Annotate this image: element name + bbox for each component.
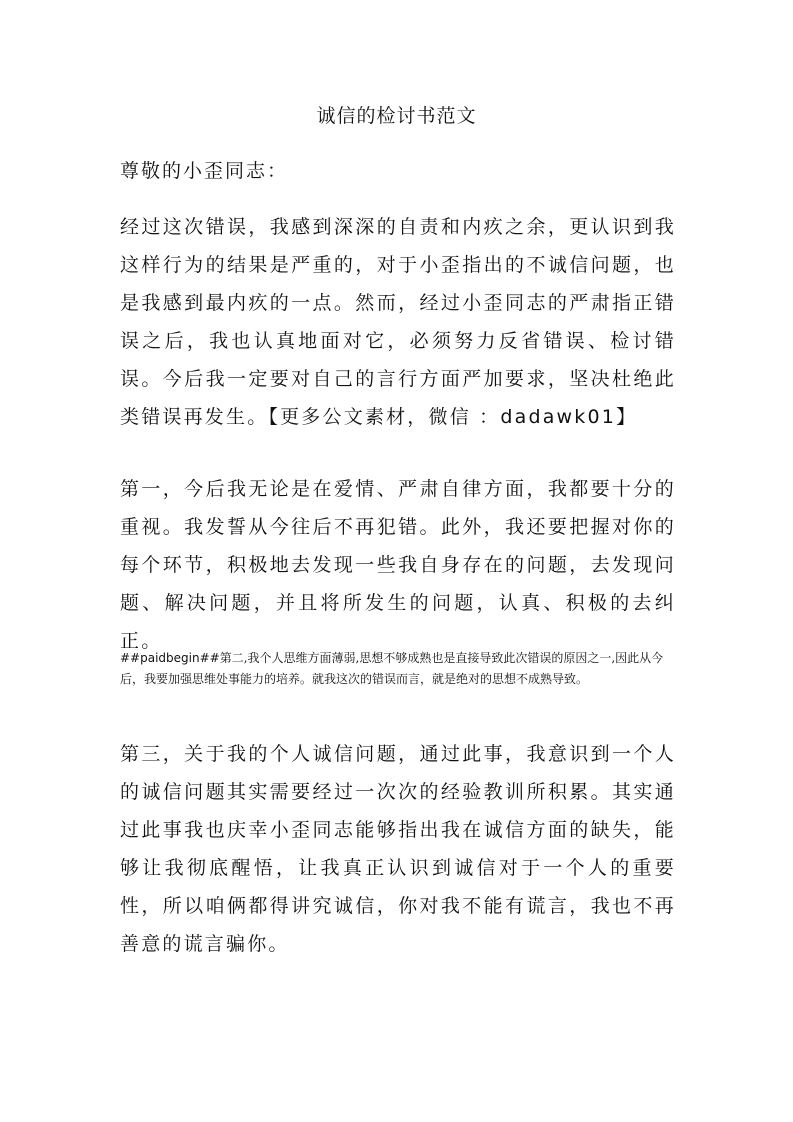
paragraph-third-point: 第三，关于我的个人诚信问题，通过此事，我意识到一个人的诚信问题其实需要经过一次次的经验教训所积累。其实通过此事我也庆幸小歪同志能够指出我在诚信方面的缺失，能够让我彻底醒悟，让我真正认识到诚信对于一个人的重要性，所以咱俩都得讲究诚信，你对我不能有谎言，我也不再善意的谎言骗你。: [120, 743, 676, 955]
paragraph-intro: 经过这次错误，我感到深深的自责和内疚之余，更认识到我这样行为的结果是严重的，对于小歪指出的不诚信问题，也是我感到最内疚的一点。然而，经过小歪同志的严肃指正错误之后，我也认真地面对它，必须努力反省错误、检讨错误。今后我一定要对自己的言行方面严加要求，坚决杜绝此类错误再发生。【更多公文素材，微信 ：dadawk01】: [120, 216, 676, 428]
salutation: 尊敬的小歪同志：: [120, 160, 289, 182]
paid-marker: ##paidbegin##: [120, 651, 220, 665]
document-title: 诚信的检讨书范文: [316, 105, 477, 127]
paragraph-first-point: 第一，今后我无论是在爱情、严肃自律方面，我都要十分的重视。我发誓从今往后不再犯错。此外，我还要把握对你的每个环节，积极地去发现一些我自身存在的问题，去发现问题、解决问题，并且将所发生的问题，认真、积极的去纠正。: [120, 478, 676, 652]
paragraph-second-point: [120, 648, 676, 690]
second-point-text: 第二,我个人思维方面薄弱,思想不够成熟也是直接导致此次错误的原因之一,因此从今后，我要加强思维处事能力的培养。就我这次的错误而言，就是绝对的思想不成熟导致。: [120, 651, 664, 686]
